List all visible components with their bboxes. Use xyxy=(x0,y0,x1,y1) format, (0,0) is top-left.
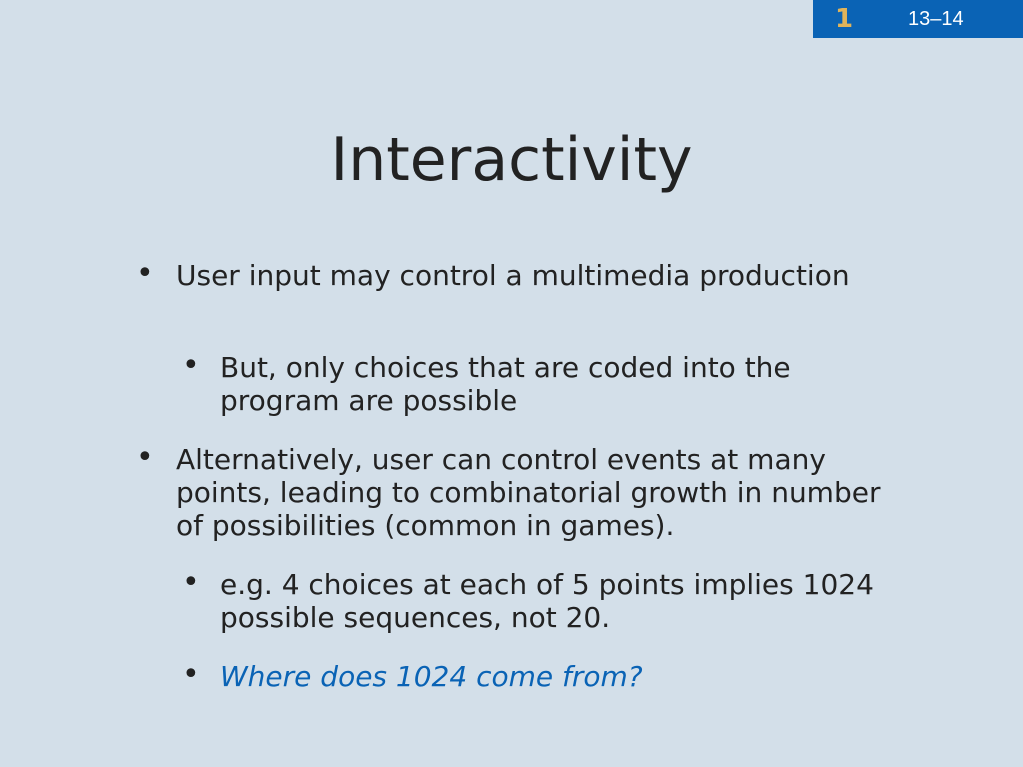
slide-title: Interactivity xyxy=(330,125,693,195)
bullet-text: User input may control a multimedia production xyxy=(176,259,850,292)
bullet-icon: • xyxy=(136,256,154,291)
bullet-question xyxy=(182,657,910,693)
bullet-text: Alternatively, user can control events at many points, leading to combinatorial growth in number of possibilities (common in games). xyxy=(176,443,881,542)
slide-number-badge xyxy=(813,0,1023,38)
page-number: 13–14 xyxy=(908,8,964,30)
bullet-coded-choices xyxy=(182,348,910,417)
bullet-question-text: Where does 1024 come from? xyxy=(220,660,643,693)
bullet-user-input xyxy=(136,256,906,292)
bullet-example xyxy=(182,565,910,634)
bullet-icon: • xyxy=(182,565,200,600)
bullet-icon: • xyxy=(182,657,200,692)
bullet-icon: • xyxy=(136,440,154,475)
bullet-text: e.g. 4 choices at each of 5 points implies 1024 possible sequences, not 20. xyxy=(220,568,874,634)
bullet-alternatively xyxy=(136,440,906,542)
bullet-text: But, only choices that are coded into the program are possible xyxy=(220,351,791,417)
bullet-icon: • xyxy=(182,348,200,383)
chapter-number: 1 xyxy=(835,4,854,34)
